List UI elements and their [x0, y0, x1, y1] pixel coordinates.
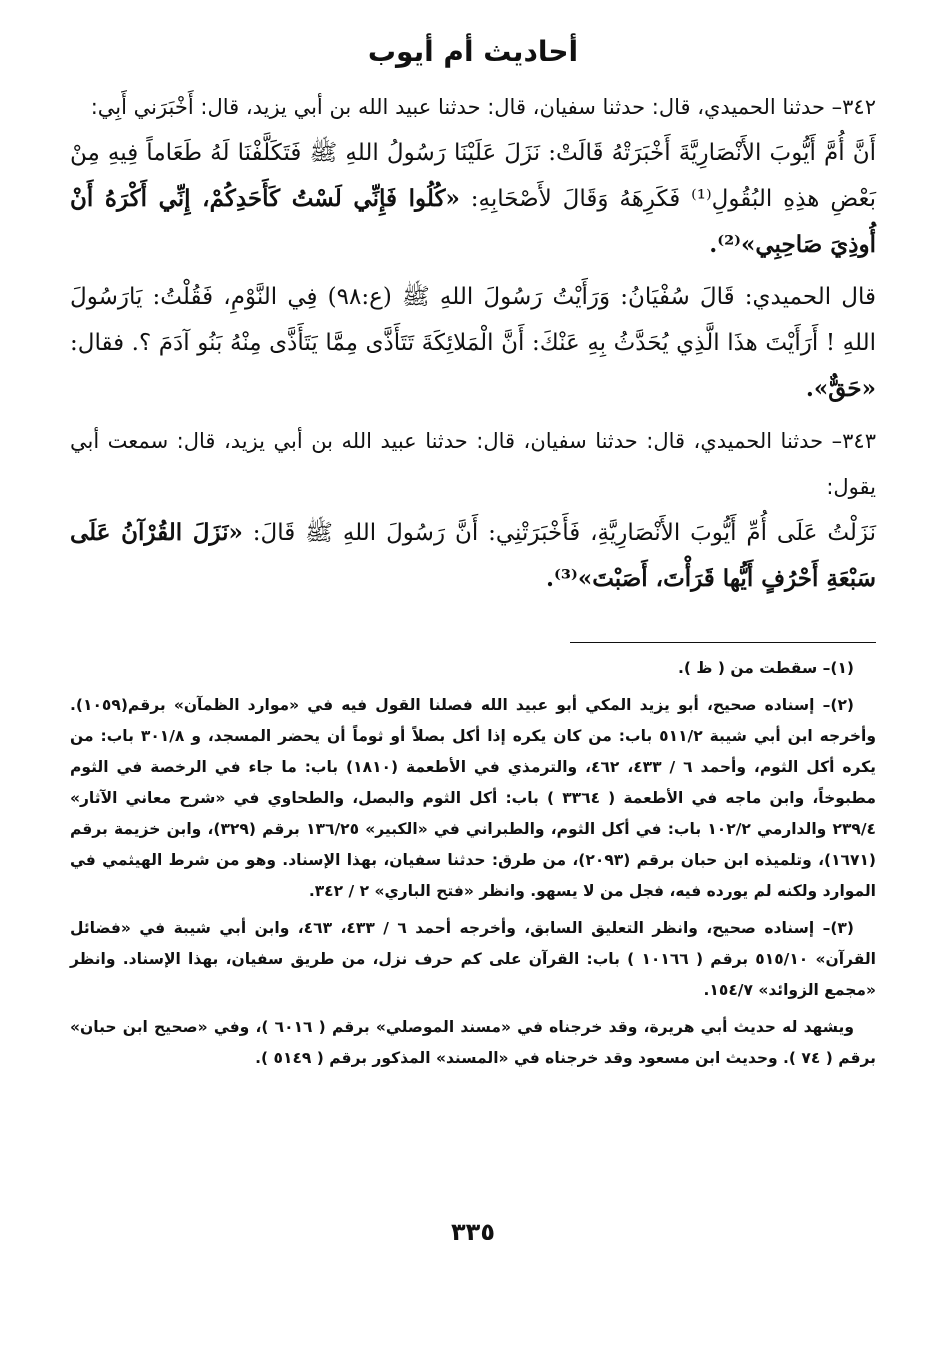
hadith-isnad: ٣٤٣– حدثنا الحميدي، قال: حدثنا سفيان، قال: حدثنا عبيد الله بن أبي يزيد، قال: سمعت أبي يقول:: [70, 429, 876, 499]
hadith-matn-text: أَنَّ أُمَّ أَيُّوبَ الأَنْصَارِيَّةَ أَخْبَرَتْهُ قَالَتْ: نَزَلَ عَلَيْنَا رَسُولُ اللهِ ﷺ فَتَكَلَّفْنَا لَهُ طَعَاماً فِيهِ مِنْ بَعْضِ هذِهِ البُقُولِ⁽¹⁾ فَكَرِهَهُ وَقَالَ لأَصْحَابِهِ:: [70, 140, 877, 212]
footnote-2: (٢)– إسناده صحيح، أبو يزيد المكي أبو عبيد الله فصلنا القول فيه في «موارد الظمآن» برقم(١٠٥٩). وأخرجه ابن أبي شيبة ٥١١/٢ باب: من كان يكره إذا أكل بصلاً أو ثوماً أن يحضر المسجد، و ٣٠١/٨ باب: من يكره أكل الثوم، وأحمد ٦ / ٤٣٣، ٤٦٢، والترمذي في الأطعمة (١٨١٠) باب: ما جاء في الرخصة في الثوم مطبوخاً، وابن ماجه في الأطعمة ( ٣٣٦٤ ) باب: أكل الثوم والبصل، والطحاوي في «شرح معاني الآثار» ٢٣٩/٤ والدارمي ١٠٢/٢ باب: في أكل الثوم، والطبراني في «الكبير» ١٣٦/٢٥ برقم (٣٢٩)، وابن خزيمة برقم (١٦٧١)، وتلميذه ابن حبان برقم (٢٠٩٣)، من طرق: حدثنا سفيان، بهذا الإسناد. وهو من شرط الهيثمي في الموارد ولكنه لم يورده فيه، فجل من لا يسهو. وانظر «فتح الباري» ٢ / ٣٤٢.: [70, 696, 876, 900]
hadith-matn: [70, 274, 876, 412]
hadith-matn: [70, 510, 876, 602]
hadith-quote: «كُلُوا فَإِنِّي لَسْتُ كَأَحَدِكُمْ، إِنِّي أَكْرَهُ أَنْ أُوذِيَ صَاحِبِي»⁽²⁾.: [70, 185, 876, 258]
hadith-342: [70, 84, 876, 268]
humaydi-note: [70, 274, 876, 412]
hadith-quote: «نَزَلَ القُرْآنُ عَلَى سَبْعَةِ أَحْرُفٍ أَيُّها قَرَأْتَ، أَصَبْتَ»⁽³⁾.: [70, 519, 876, 592]
hadith-matn-text: نَزَلْتُ عَلَى أُمِّ أَيُّوبَ الأَنْصَارِيَّةِ، فَأَخْبَرَتْنِي: أَنَّ رَسُولَ اللهِ ﷺ قَالَ:: [252, 520, 876, 546]
footnote-3-continued: ويشهد له حديث أبي هريرة، وقد خرجناه في «مسند الموصلي» برقم ( ٦٠١٦ )، وفي «صحيح ابن حبان» برقم ( ٧٤ ). وحديث ابن مسعود وقد خرجناه في «المسند» المذكور برقم ( ٥١٤٩ ).: [70, 1018, 876, 1067]
footnote-divider-wrap: [70, 608, 876, 653]
page: [70, 30, 876, 1363]
hadith-matn: [70, 130, 876, 268]
footnotes: [70, 653, 876, 1074]
hadith-quote: «حَقٌّ».: [805, 375, 876, 402]
footnote-1: (١)– سقطت من ( ظ ).: [678, 659, 854, 677]
page-title: أحاديث أم أيوب: [367, 35, 579, 68]
hadith-isnad: ٣٤٢– حدثنا الحميدي، قال: حدثنا سفيان، قال: حدثنا عبيد الله بن أبي يزيد، قال: أَخْبَرَني أَبِي:: [90, 95, 876, 119]
hadith-343: [70, 418, 876, 602]
footnote-3: (٣)– إسناده صحيح، وانظر التعليق السابق، وأخرجه أحمد ٦ / ٤٣٣، ٤٦٣، وابن أبي شيبة في «فضائل القرآن» ٥١٥/١٠ برقم ( ١٠١٦٦ ) باب: القرآن على كم حرف نزل، من طريق سفيان، بهذا الإسناد. وانظر «مجمع الزوائد» ١٥٤/٧.: [70, 919, 876, 999]
hadith-isnad: قال الحميدي: قَالَ سُفْيَانُ: وَرَأَيْتُ رَسُولَ اللهِ ﷺ (ع:٩٨) فِي النَّوْمِ، فَقُلْتُ: يَارَسُولَ اللهِ ! أَرَأَيْتَ هذَا الَّذِي يُحَدَّثُ بِهِ عَنْكَ: أَنَّ الْمَلائِكَةَ تَتَأَذَّى مِمَّا يَتَأَذَّى مِنْهُ بَنُو آدَمَ ؟. فقال:: [70, 284, 876, 356]
footnote-divider: [570, 642, 876, 643]
page-number: ٣٣٥: [451, 1218, 495, 1246]
